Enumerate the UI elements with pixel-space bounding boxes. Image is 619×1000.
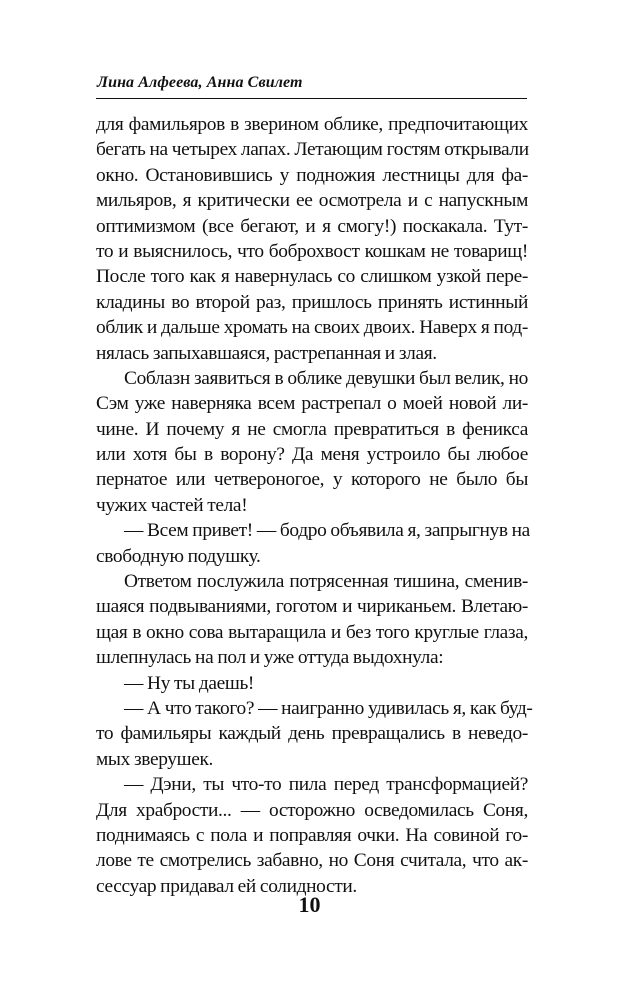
text-line: кладины во второй раз, пришлось принять истинный xyxy=(96,291,528,313)
text-line: свободную подушку. xyxy=(96,545,261,567)
text-line: оптимизмом (все бегают, и я смогу!) поскакала. Тут- xyxy=(96,215,528,237)
text-line: то и выяснилось, что боброхвост кошкам не товарищ! xyxy=(96,240,528,262)
text-line: — Дэни, ты что-то пила перед трансформацией? xyxy=(124,774,528,796)
text-line: Соблазн заявиться в облике девушки был велик, но xyxy=(124,367,528,389)
text-line: — Ну ты даешь! xyxy=(124,672,255,694)
text-line: поднимаясь с пола и поправляя очки. На совиной го- xyxy=(96,824,528,846)
text-line: лове те смотрелись забавно, но Соня считала, что ак- xyxy=(96,850,528,872)
text-line: облик и дальше хромать на своих двоих. Наверх я под- xyxy=(96,317,528,339)
text-line: — Всем привет! — бодро объявила я, запрыгнув на xyxy=(124,520,530,542)
text-line: Ответом послужила потрясенная тишина, сменив- xyxy=(124,571,528,593)
text-line: или хотя бы в ворону? Да меня устроило бы любое xyxy=(96,444,528,466)
text-line: сессуар придавал ей солидности. xyxy=(96,875,357,897)
header-rule xyxy=(96,98,527,99)
text-line: бегать на четырех лапах. Летающим гостям открывали xyxy=(96,139,529,161)
text-line: для фамильяров в зверином облике, предпочитающих xyxy=(96,114,528,135)
text-line: Сэм уже наверняка всем растрепал о моей новой ли- xyxy=(96,393,528,415)
text-line: шаяся подвываниями, гоготом и чириканьем. Влетаю- xyxy=(96,596,528,618)
text-line: шлепнулась на пол и уже оттуда выдохнула: xyxy=(96,647,444,669)
text-line: то фамильяры каждый день превращались в неведо- xyxy=(96,723,528,745)
body-text xyxy=(96,112,533,899)
page-number: 10 xyxy=(298,892,321,917)
text-line: Для храбрости... — осторожно осведомилась Соня, xyxy=(96,799,528,821)
text-line: мых зверушек. xyxy=(96,748,214,770)
text-line: щая в окно сова вытаращила и без того круглые глаза, xyxy=(96,621,528,643)
text-line: чине. И почему я не смогла превратиться в феникса xyxy=(96,418,528,440)
text-line: После того как я навернулась со слишком узкой пере- xyxy=(96,266,528,288)
text-line: — А что такого? — наигранно удивилась я, как буд- xyxy=(124,697,533,719)
running-head: Лина Алфеева, Анна Свилет xyxy=(97,74,303,91)
text-line: окно. Остановившись у подножия лестницы для фа- xyxy=(96,164,528,186)
text-line: нялась запыхавшаяся, растрепанная и злая. xyxy=(96,342,437,364)
text-line: мильяров, я критически ее осмотрела и с напускным xyxy=(96,190,528,212)
text-line: пернатое или четвероногое, у которого не было бы xyxy=(96,469,528,491)
text-line: чужих частей тела! xyxy=(96,494,248,516)
